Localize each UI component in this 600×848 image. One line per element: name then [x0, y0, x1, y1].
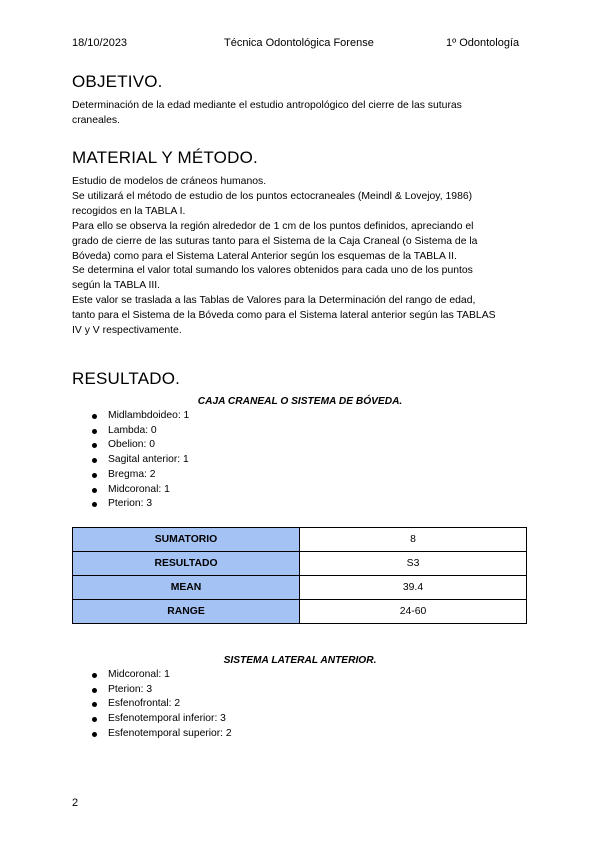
text-line: según la TABLA III.	[72, 280, 160, 292]
lateral-heading: SISTEMA LATERAL ANTERIOR.	[223, 655, 377, 666]
table-value: 24-60	[300, 600, 527, 624]
resultado-title: RESULTADO.	[72, 369, 181, 388]
list-item: Bregma: 2	[72, 468, 189, 483]
text-line: craneales.	[72, 114, 120, 126]
table-value: S3	[300, 552, 527, 576]
header-date: 18/10/2023	[72, 37, 128, 49]
boveda-list	[72, 409, 189, 512]
table-value: 8	[300, 528, 527, 552]
objetivo-title: OBJETIVO.	[72, 72, 163, 91]
table-key: MEAN	[73, 576, 300, 600]
text-line: Bóveda) como para el Sistema Lateral Anterior según los esquemas de la TABLA II.	[72, 250, 457, 262]
text-line: Determinación de la edad mediante el estudio antropológico del cierre de las suturas	[72, 100, 462, 111]
list-item: Midlambdoideo: 1	[72, 409, 189, 424]
list-item: Lambda: 0	[72, 424, 189, 439]
list-item: Esfenofrontal: 2	[72, 697, 232, 712]
text-line: Este valor se traslada a las Tablas de Valores para la Determinación del rango de edad,	[72, 295, 476, 307]
text-line: IV y V respectivamente.	[72, 325, 182, 337]
list-item: Pterion: 3	[72, 683, 232, 698]
text-line: Estudio de modelos de cráneos humanos.	[72, 176, 267, 187]
list-item: Esfenotemporal superior: 2	[72, 727, 232, 742]
page-number: 2	[72, 797, 79, 809]
list-item: Pterion: 3	[72, 497, 189, 512]
table-row	[73, 600, 527, 624]
text-line: Se determina el valor total sumando los valores obtenidos para cada uno de los puntos	[72, 265, 473, 277]
text-line: Para ello se observa la región alrededor de 1 cm de los puntos definidos, apreciando el	[72, 220, 474, 232]
header-year: 1º Odontología	[446, 37, 520, 49]
boveda-heading: CAJA CRANEAL O SISTEMA DE BÓVEDA.	[197, 396, 403, 407]
list-item: Midcoronal: 1	[72, 668, 232, 683]
header-course: Técnica Odontológica Forense	[224, 37, 374, 49]
text-line: grado de cierre de las suturas tanto para el Sistema de la Caja Craneal (o Sistema de la	[72, 235, 478, 247]
table-row	[73, 576, 527, 600]
table-value: 39.4	[300, 576, 527, 600]
material-title: MATERIAL Y MÉTODO.	[72, 148, 258, 167]
material-text	[72, 175, 532, 339]
text-line: recogidos en la TABLA I.	[72, 205, 186, 217]
table-row	[73, 552, 527, 576]
lateral-list	[72, 668, 232, 742]
list-item: Esfenotemporal inferior: 3	[72, 712, 232, 727]
table-row	[73, 528, 527, 552]
objetivo-text	[72, 99, 532, 129]
results-table	[72, 527, 527, 624]
table-key: RESULTADO	[73, 552, 300, 576]
list-item: Sagital anterior: 1	[72, 453, 189, 468]
list-item: Obelion: 0	[72, 438, 189, 453]
text-line: Se utilizará el método de estudio de los puntos ectocraneales (Meindl & Lovejoy, 1986)	[72, 190, 473, 202]
table-key: SUMATORIO	[73, 528, 300, 552]
text-line: tanto para el Sistema de la Bóveda como para el Sistema lateral anterior según las TABLAS	[72, 310, 496, 322]
table-key: RANGE	[73, 600, 300, 624]
list-item: Midcoronal: 1	[72, 483, 189, 498]
